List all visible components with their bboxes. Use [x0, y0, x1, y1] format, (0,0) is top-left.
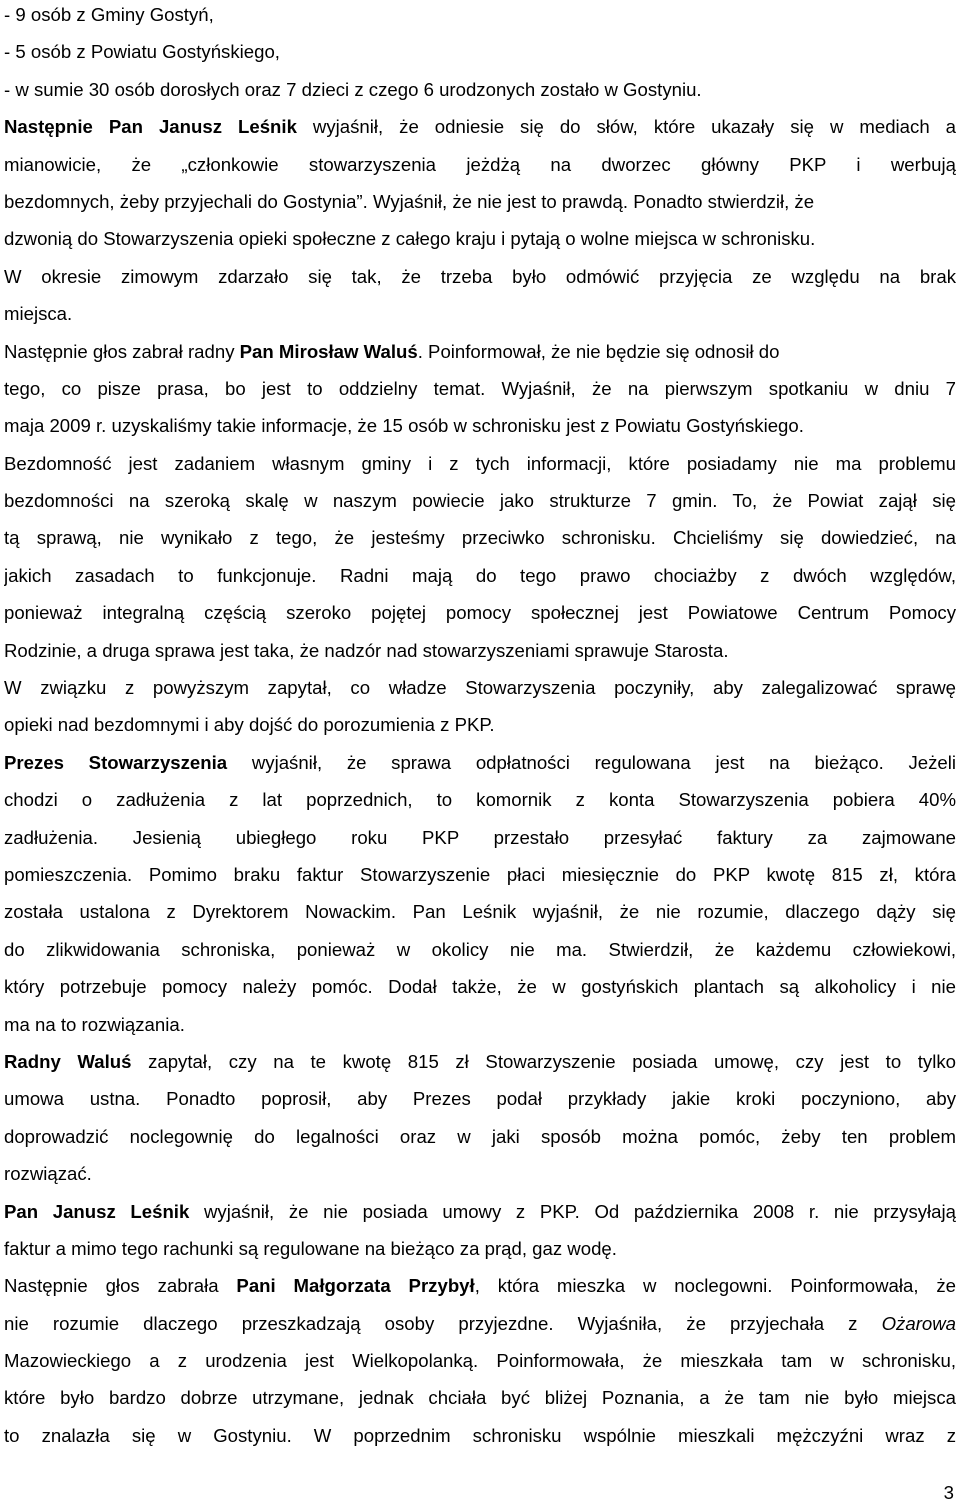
text-line [4, 295, 956, 332]
text-line [4, 669, 956, 706]
text-run: - 5 osób z Powiatu Gostyńskiego, [4, 41, 280, 63]
page-number: 3 [943, 1482, 954, 1503]
text-line [4, 1080, 956, 1117]
text-run: , która mieszka w noclegowni. Poinformowała, że [474, 1275, 956, 1297]
text-run: chodzi o zadłużenia z lat poprzednich, to komornik z konta Stowarzyszenia pobiera 40% [4, 789, 956, 811]
bold-text: Pani Małgorzata Przybył [236, 1275, 475, 1297]
text-run: doprowadzić noclegownię do legalności oraz w jaki sposób można pomóc, żeby ten problem [4, 1125, 956, 1147]
text-line [4, 819, 956, 856]
text-line [4, 632, 956, 669]
text-line [4, 781, 956, 818]
text-line [4, 482, 956, 519]
text-run: do zlikwidowania schroniska, ponieważ w okolicy nie ma. Stwierdził, że każdemu człowiekowi, [4, 938, 956, 960]
text-run: mianowicie, że „członkowie stowarzyszenia jeżdżą na dworzec główny PKP i werbują [4, 153, 956, 175]
bold-text: Pan Janusz Leśnik [108, 116, 297, 138]
bold-text: Radny Waluś [4, 1050, 132, 1072]
text-line [4, 706, 956, 743]
text-run: - 9 osób z Gminy Gostyń, [4, 4, 214, 25]
text-run: Mazowieckiego a z urodzenia jest Wielkopolanką. Poinformowała, że mieszkała tam w schronisku, [4, 1350, 956, 1372]
text-run: tego, co pisze prasa, bo jest to oddzielny temat. Wyjaśnił, że na pierwszym spotkaniu w dniu 7 [4, 377, 956, 399]
text-line [4, 893, 956, 930]
text-run: nie rozumie dlaczego przeszkadzają osoby przyjezdne. Wyjaśniła, że przyjechała z [4, 1312, 882, 1334]
text-line [4, 1230, 956, 1267]
text-line [4, 220, 956, 257]
text-run: faktur a mimo tego rachunki są regulowane na bieżąco za prąd, gaz wodę. [4, 1237, 617, 1259]
text-line [4, 407, 956, 444]
text-line [4, 258, 956, 295]
text-run: bezdomności na szeroką skalę w naszym powiecie jako strukturze 7 gmin. To, że Powiat zajął się [4, 490, 956, 512]
text-run: Rodzinie, a druga sprawa jest taka, że nadzór nad stowarzyszeniami sprawuje Starosta. [4, 639, 729, 661]
text-run: zadłużenia. Jesienią ubiegłego roku PKP przestało przesyłać faktury za zajmowane [4, 826, 956, 848]
text-line [4, 744, 956, 781]
text-line [4, 931, 956, 968]
text-line [4, 856, 956, 893]
text-line [4, 146, 956, 183]
bold-text: Pan Janusz Leśnik [4, 1200, 190, 1222]
text-run: jakich zasadach to funkcjonuje. Radni mają do tego prawo chociażby z dwóch względów, [4, 564, 956, 586]
text-line [4, 1267, 956, 1304]
text-line [4, 445, 956, 482]
text-line [4, 519, 956, 556]
text-run: które było bardzo dobrze utrzymane, jednak chciała być bliżej Poznania, a że tam nie było miejsca [4, 1387, 956, 1409]
text-run: który potrzebuje pomocy należy pomóc. Dodał także, że w gostyńskich plantach są alkoholicy i nie [4, 976, 956, 998]
text-run: rozwiązać. [4, 1163, 92, 1185]
text-line [4, 1193, 956, 1230]
text-run: dzwonią do Stowarzyszenia opieki społeczne z całego kraju i pytają o wolne miejsca w schronisku. [4, 228, 816, 250]
text-run: W związku z powyższym zapytał, co władze Stowarzyszenia poczyniły, aby zalegalizować sprawę [4, 677, 956, 699]
bold-text: Prezes Stowarzyszenia [4, 751, 228, 773]
text-line [4, 557, 956, 594]
text-line [4, 183, 956, 220]
text-run: bezdomnych, żeby przyjechali do Gostynia”. Wyjaśnił, że nie jest to prawdą. Ponadto stwierdził, że [4, 190, 815, 212]
text-line [4, 1342, 956, 1379]
text-run: Bezdomność jest zadaniem własnym gminy i z tych informacji, które posiadamy nie ma problemu [4, 452, 956, 474]
text-line [4, 1417, 956, 1454]
text-run: ma na to rozwiązania. [4, 1013, 185, 1035]
text-line [4, 0, 956, 33]
text-line [4, 1155, 956, 1192]
text-run: została ustalona z Dyrektorem Nowackim. Pan Leśnik wyjaśnił, że nie rozumie, dlaczego dąży się [4, 901, 956, 923]
text-line [4, 108, 956, 145]
text-line [4, 594, 956, 631]
text-line [4, 33, 956, 70]
text-run: pomieszczenia. Pomimo braku faktur Stowarzyszenie płaci miesięcznie do PKP kwotę 815 zł, która [4, 863, 956, 885]
text-run: tą sprawą, nie wynikało z tego, że jesteśmy przeciwko schronisku. Chcieliśmy się dowiedzieć, na [4, 527, 956, 549]
text-run: maja 2009 r. uzyskaliśmy takie informacje, że 15 osób w schronisku jest z Powiatu Gostyńskiego. [4, 415, 804, 437]
italic-text: Ożarowa [881, 1312, 956, 1334]
text-run: wyjaśnił, że sprawa odpłatności regulowana jest na bieżąco. Jeżeli [227, 751, 956, 773]
text-run: miejsca. [4, 303, 73, 325]
text-line [4, 333, 956, 370]
document-body [4, 0, 956, 1454]
text-line [4, 1006, 956, 1043]
text-run: opieki nad bezdomnymi i aby dojść do porozumienia z PKP. [4, 714, 495, 736]
text-run: Następnie głos zabrał radny [4, 340, 240, 362]
text-run: Następnie głos zabrała [4, 1275, 237, 1297]
text-line [4, 1305, 956, 1342]
text-run: wyjaśnił, że odniesie się do słów, które ukazały się w mediach a [296, 116, 956, 138]
text-line [4, 1379, 956, 1416]
text-line [4, 370, 956, 407]
text-run: zapytał, czy na te kwotę 815 zł Stowarzyszenie posiada umowę, czy jest to tylko [131, 1050, 956, 1072]
text-run: ponieważ integralną częścią szeroko pojętej pomocy społecznej jest Powiatowe Centrum Pomocy [4, 602, 956, 624]
bold-text: Pan Mirosław Waluś [239, 340, 418, 362]
text-run: - w sumie 30 osób dorosłych oraz 7 dzieci z czego 6 urodzonych zostało w Gostyniu. [4, 78, 702, 100]
bold-text: Następnie [4, 116, 109, 138]
text-run: wyjaśnił, że nie posiada umowy z PKP. Od października 2008 r. nie przysyłają [189, 1200, 956, 1222]
text-line [4, 71, 956, 108]
text-run: to znalazła się w Gostyniu. W poprzednim schronisku wspólnie mieszkali mężczyźni wraz z [4, 1424, 956, 1446]
text-line [4, 1043, 956, 1080]
text-line [4, 1118, 956, 1155]
text-run: . Poinformował, że nie będzie się odnosił do [417, 340, 780, 362]
text-run: W okresie zimowym zdarzało się tak, że trzeba było odmówić przyjęcia ze względu na brak [4, 265, 956, 287]
text-run: umowa ustna. Ponadto poprosił, aby Prezes podał przykłady jakie kroki poczyniono, aby [4, 1088, 956, 1110]
text-line [4, 968, 956, 1005]
